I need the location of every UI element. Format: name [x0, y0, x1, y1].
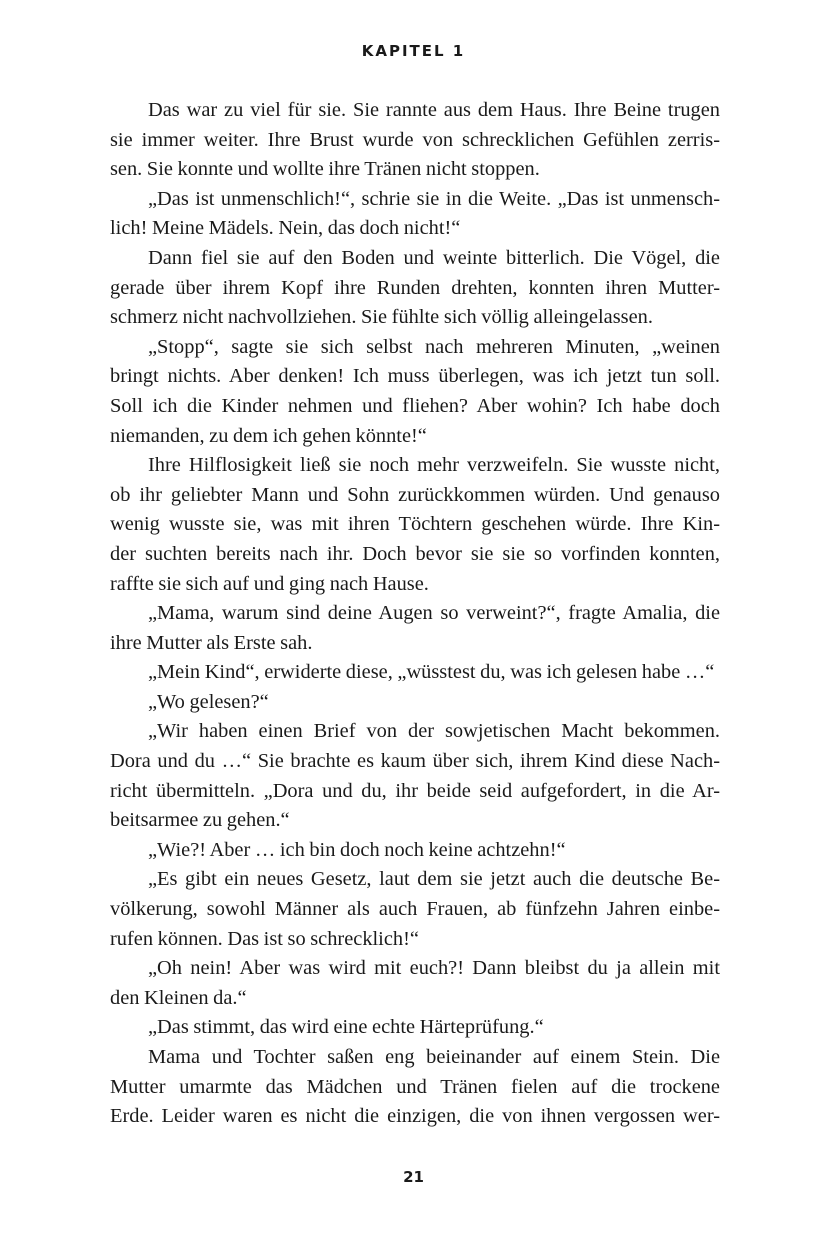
chapter-header: KAPITEL 1	[361, 42, 466, 60]
text-line: „Wie?! Aber … ich bin doch noch keine achtzehn!“	[148, 838, 566, 861]
text-line: „Wo gelesen?“	[148, 690, 269, 713]
text-line: den Kleinen da.“	[110, 986, 247, 1009]
text-line: Dann fiel sie auf den Boden und weinte bitterlich. Die Vögel, die	[148, 246, 720, 269]
text-line: Erde. Leider waren es nicht die einzigen, die von ihnen vergossen wer-	[110, 1105, 720, 1128]
text-line: raffte sie sich auf und ging nach Hause.	[110, 572, 429, 595]
text-line: Dora und du …“ Sie brachte es kaum über sich, ihrem Kind diese Nach-	[110, 750, 720, 773]
text-line: gerade über ihrem Kopf ihre Runden drehten, konnten ihren Mutter-	[110, 276, 720, 299]
text-line: Das war zu viel für sie. Sie rannte aus dem Haus. Ihre Beine trugen	[148, 99, 720, 121]
text-line: völkerung, sowohl Männer als auch Frauen, ab fünfzehn Jahren einbe-	[110, 898, 720, 921]
text-line: sen. Sie konnte und wollte ihre Tränen nicht stoppen.	[110, 158, 540, 181]
text-line: „Wir haben einen Brief von der sowjetischen Macht bekommen.	[148, 720, 720, 743]
text-line: der suchten bereits nach ihr. Doch bevor sie sie so vorfinden konnten,	[110, 542, 720, 565]
body-text	[110, 96, 720, 1132]
text-line: „Oh nein! Aber was wird mit euch?! Dann bleibst du ja allein mit	[148, 957, 720, 980]
text-line: Mutter umarmte das Mädchen und Tränen fielen auf die trockene	[110, 1075, 720, 1098]
text-line: sie immer weiter. Ihre Brust wurde von schrecklichen Gefühlen zerris-	[110, 128, 720, 151]
text-line: „Das stimmt, das wird eine echte Härteprüfung.“	[148, 1016, 544, 1039]
text-line: ihre Mutter als Erste sah.	[110, 631, 313, 654]
text-line: richt übermitteln. „Dora und du, ihr beide seid aufgefordert, in die Ar-	[110, 779, 720, 802]
text-line: „Mama, warum sind deine Augen so verweint?“, fragte Amalia, die	[148, 602, 720, 625]
text-line: „Stopp“, sagte sie sich selbst nach mehreren Minuten, „weinen	[148, 335, 720, 358]
text-line: Ihre Hilflosigkeit ließ sie noch mehr verzweifeln. Sie wusste nicht,	[148, 454, 720, 477]
text-line: niemanden, zu dem ich gehen könnte!“	[110, 424, 427, 447]
text-line: Mama und Tochter saßen eng beieinander auf einem Stein. Die	[148, 1046, 720, 1068]
text-line: bringt nichts. Aber denken! Ich muss überlegen, was ich jetzt tun soll.	[110, 365, 720, 388]
text-line: „Mein Kind“, erwiderte diese, „wüsstest du, was ich gelesen habe …“	[148, 661, 715, 684]
text-line: „Es gibt ein neues Gesetz, laut dem sie jetzt auch die deutsche Be-	[148, 868, 720, 891]
text-line: lich! Meine Mädels. Nein, das doch nicht!“	[110, 217, 461, 240]
text-line: schmerz nicht nachvollziehen. Sie fühlte sich völlig alleingelassen.	[110, 306, 653, 329]
text-line: „Das ist unmenschlich!“, schrie sie in die Weite. „Das ist unmensch-	[148, 187, 720, 210]
text-line: rufen können. Das ist so schrecklich!“	[110, 927, 419, 950]
text-line: ob ihr geliebter Mann und Sohn zurückkommen würden. Und genauso	[110, 483, 720, 506]
page-number: 21	[403, 1168, 424, 1186]
text-line: wenig wusste sie, was mit ihren Töchtern geschehen würde. Ihre Kin-	[110, 513, 720, 536]
text-line: Soll ich die Kinder nehmen und fliehen? Aber wohin? Ich habe doch	[110, 394, 720, 417]
text-line: beitsarmee zu gehen.“	[110, 809, 290, 832]
